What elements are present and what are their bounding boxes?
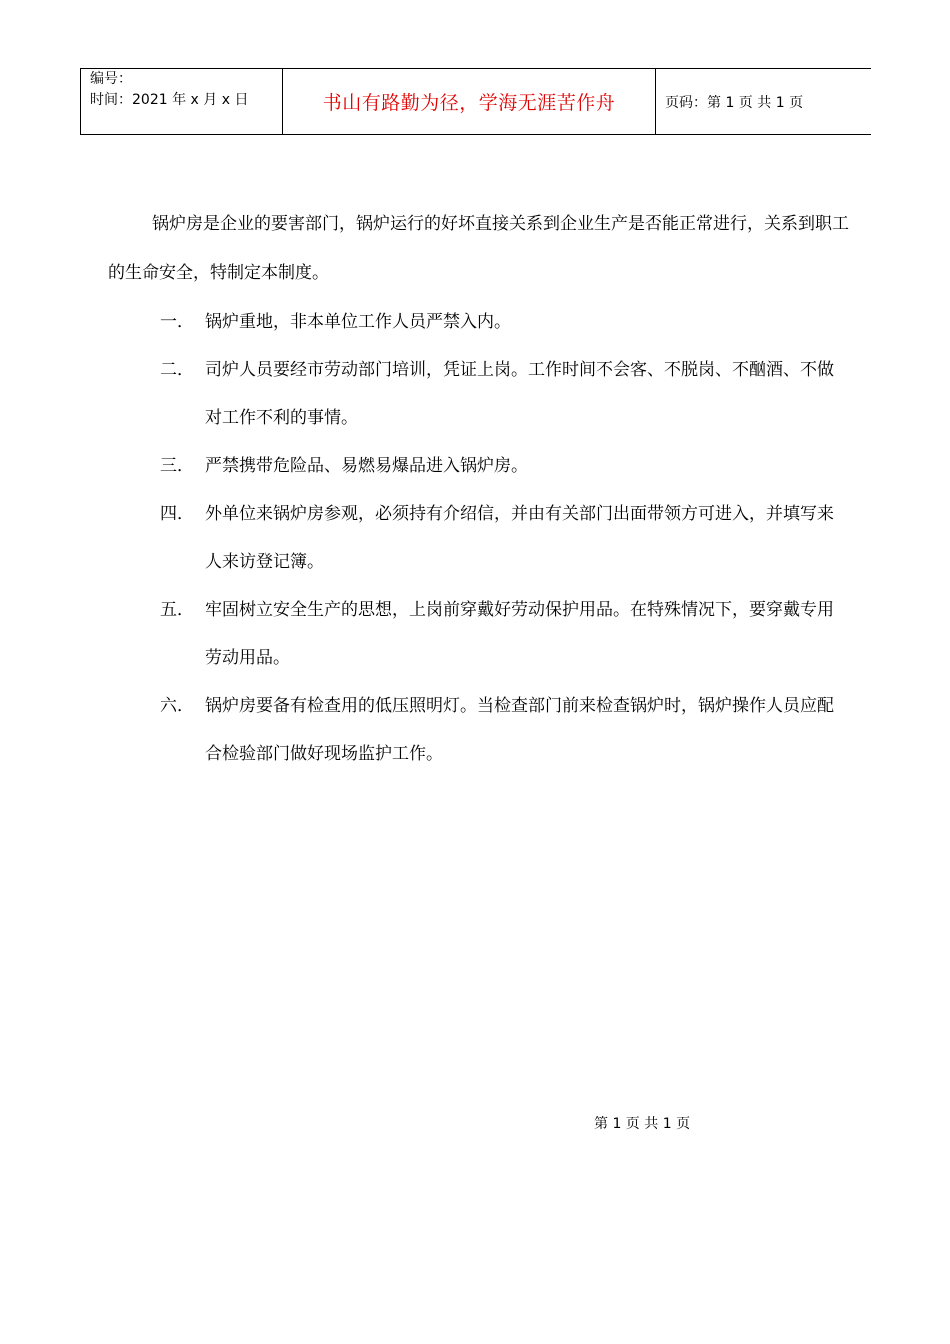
rule-number: 三． — [160, 456, 194, 476]
intro-paragraph: 锅炉房是企业的要害部门，锅炉运行的好坏直接关系到企业生产是否能正常进行，关系到职工的生命安全，特制定本制度。 — [108, 214, 849, 283]
rule-item-5 — [108, 586, 868, 682]
motto-text: 书山有路勤为径，学海无涯苦作舟 — [322, 92, 616, 114]
rule-number: 二． — [160, 360, 194, 380]
rule-number: 四． — [160, 504, 194, 524]
serial-number-label: 编号： — [90, 70, 132, 87]
rule-item-4 — [108, 490, 868, 586]
page-info: 页码：第 1 页 共 1 页 — [665, 94, 804, 111]
rule-text: 严禁携带危险品、易燃易爆品进入锅炉房。 — [205, 456, 528, 476]
rule-text: 司炉人员要经市劳动部门培训，凭证上岗。工作时间不会客、不脱岗、不酗酒、不做对工作不利的事情。 — [205, 360, 834, 428]
document-body — [108, 200, 868, 778]
rule-item-3 — [108, 442, 868, 490]
page-footer: 第 1 页 共 1 页 — [594, 1116, 691, 1132]
header-motto-cell — [283, 69, 656, 135]
document-header — [80, 68, 871, 135]
header-page-cell — [656, 69, 872, 135]
rule-item-1 — [108, 298, 868, 346]
rule-number: 五． — [160, 600, 194, 620]
date-label: 时间：2021 年 x 月 x 日 — [90, 91, 249, 108]
header-meta-cell — [81, 69, 283, 135]
rule-number: 六． — [160, 696, 194, 716]
rule-number: 一． — [160, 312, 194, 332]
rule-text: 牢固树立安全生产的思想，上岗前穿戴好劳动保护用品。在特殊情况下，要穿戴专用劳动用品。 — [205, 600, 834, 668]
rule-text: 锅炉房要备有检查用的低压照明灯。当检查部门前来检查锅炉时，锅炉操作人员应配合检验部门做好现场监护工作。 — [205, 696, 834, 764]
rule-item-6 — [108, 682, 868, 778]
rule-text: 锅炉重地，非本单位工作人员严禁入内。 — [205, 312, 511, 332]
rule-text: 外单位来锅炉房参观，必须持有介绍信，并由有关部门出面带领方可进入，并填写来人来访登记簿。 — [205, 504, 834, 572]
rule-item-2 — [108, 346, 868, 442]
